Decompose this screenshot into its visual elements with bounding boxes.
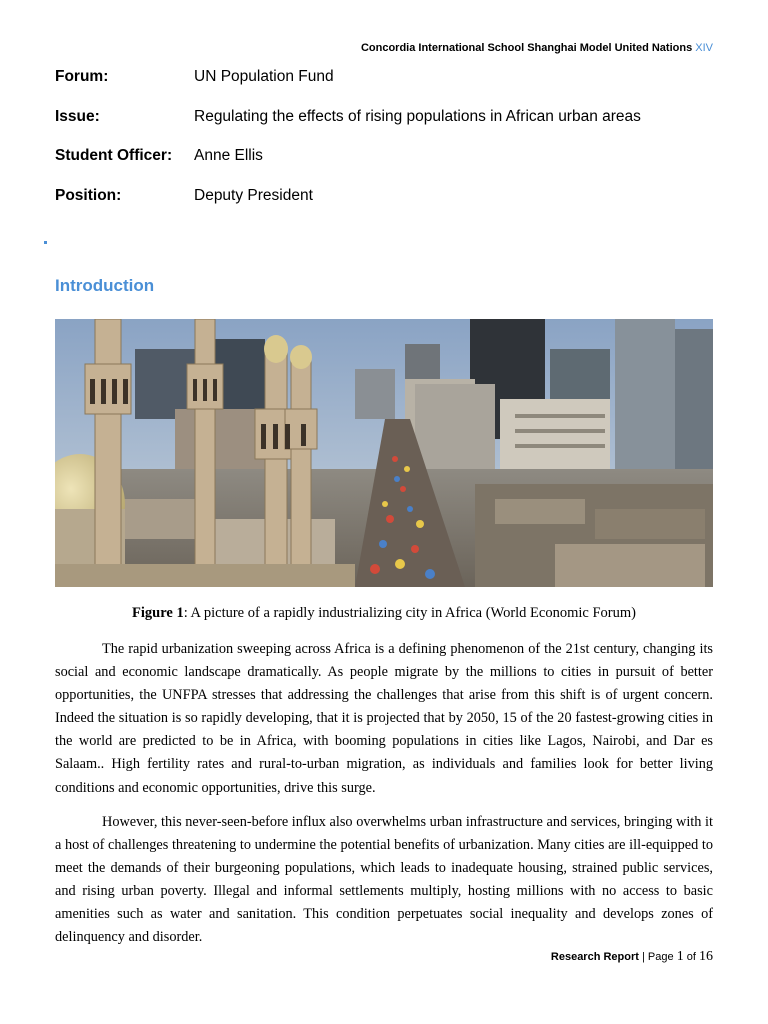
footer-separator: | xyxy=(638,951,648,963)
paragraph: The rapid urbanization sweeping across Africa is a defining phenomenon of the 21st century, changing its social and economic landscape dramatically. As people migrate by the millions to cities in pursuit of better opportunities, the UNFPA stresses that addressing the challenges that arise from this shift is of urgent concern. Indeed the situation is so rapidly developing, that it is projected that by 2050, 15 of the 20 fastest-growing cities in the world are predicted to be in Africa, with booming populations in cities like Lagos, Nairobi, and Dar es Salaam.. High fertility rates and rural-to-urban migration, as individuals and families look for better living conditions and economic opportunities, drive this surge. xyxy=(55,641,713,796)
officer-row xyxy=(55,147,263,165)
page-header xyxy=(361,42,713,54)
position-label: Position: xyxy=(55,187,122,204)
forum-row xyxy=(55,68,334,86)
report-label: Research Report xyxy=(550,951,639,963)
issue-value: Regulating the effects of rising populations in African urban areas xyxy=(194,108,641,125)
page-word: Page xyxy=(647,951,674,963)
school-name: Concordia International School Shanghai Model United Nations xyxy=(360,42,693,54)
forum-value: UN Population Fund xyxy=(194,68,334,85)
officer-label: Student Officer: xyxy=(55,147,173,164)
city-photo xyxy=(55,319,713,587)
figure-label: Figure 1 xyxy=(132,605,184,621)
position-row xyxy=(55,187,313,205)
section-title-introduction: Introduction xyxy=(55,276,155,295)
issue-row xyxy=(55,108,641,126)
of-word: of xyxy=(686,951,696,963)
page-footer xyxy=(551,949,713,965)
conference-edition: XIV xyxy=(695,42,713,54)
page-current: 1 xyxy=(676,949,684,964)
issue-label: Issue: xyxy=(55,108,100,125)
bullet-marker xyxy=(44,241,47,244)
page-total: 16 xyxy=(699,949,713,964)
figure-caption-text: : A picture of a rapidly industrializing city in Africa (World Economic Forum) xyxy=(183,605,636,621)
paragraph: However, this never-seen-before influx also overwhelms urban infrastructure and services, bringing with it a host of challenges threatening to undermine the potential benefits of urbanization. Many cities are ill-equipped to meet the demands of their burgeoning populations, which leads to inadequate housing, strained public services, and rising urban poverty. Illegal and informal settlements multiply, hosting millions with no access to basic amenities such as water and sanitation. This condition perpetuates social inequality and develops zones of delinquency and disorder. xyxy=(55,814,713,946)
forum-label: Forum: xyxy=(55,68,109,85)
figure-caption xyxy=(55,605,713,622)
position-value: Deputy President xyxy=(194,187,313,204)
officer-value: Anne Ellis xyxy=(194,147,263,164)
